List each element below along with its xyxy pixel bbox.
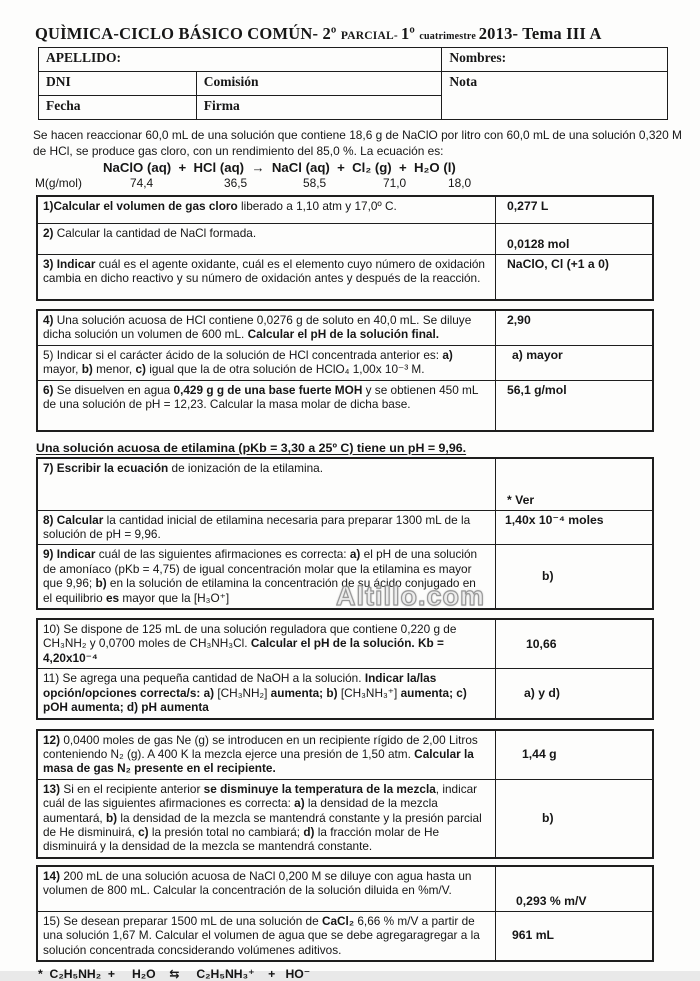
question-row-q2 — [38, 223, 652, 254]
questions-table-6 — [36, 865, 654, 962]
question-plain-text: la cantidad inicial de etilamina necesaria para preparar 1300 mL de la solución de pH = 9,96. — [43, 512, 471, 542]
question-text-q10 — [38, 620, 496, 668]
question-bold-text: 14) — [43, 868, 61, 883]
question-plain-text: la densidad de la mezcla aumentará, — [43, 796, 438, 825]
question-text-q15 — [38, 912, 496, 960]
question-plain-text: mayor que la [H₃O⁺] — [119, 590, 230, 605]
question-text-q3 — [38, 255, 496, 299]
question-bold-text: 7) Escribir la ecuación — [43, 460, 169, 475]
answer-value-q7: * Ver — [507, 492, 535, 507]
question-bold-text: 13) — [43, 781, 61, 796]
question-bold-text: Calcular el pH de la solución. Kb = 4,20x10⁻⁴ — [43, 636, 444, 665]
ionization-footnote: * C₂H₅NH₂ + H₂O ⇆ C₂H₅NH₃⁺ + HO⁻ — [38, 966, 311, 981]
question-text-q14 — [38, 867, 496, 911]
question-row-q14 — [38, 867, 652, 911]
question-text-q8 — [38, 511, 496, 545]
question-plain-text: la presión total no cambiará; — [148, 824, 304, 839]
question-bold-text: 8) Calcular — [43, 512, 104, 527]
question-plain-text: 0,0400 moles de gas Ne (g) se introducen en un recipiente rígido de 2,00 Litros conteniendo N₂ (g). A 400 K la mezcla ejerce una presión de 1,50 atm. — [43, 732, 478, 761]
question-row-q13 — [38, 779, 652, 857]
dni-field[interactable]: DNI — [39, 72, 197, 96]
answer-value-q9: b) — [542, 569, 554, 584]
answer-value-q2: 0,0128 mol — [507, 237, 570, 251]
answer-cell-q1 — [496, 197, 652, 223]
question-plain-text: de ionización de la etilamina. — [168, 460, 323, 475]
answer-value-q12: 1,44 g — [522, 747, 557, 762]
answer-cell-q9 — [496, 545, 652, 608]
question-bold-text: aumenta; c) pOH aumenta; d) pH aumenta — [43, 685, 467, 715]
answer-value-q3: NaClO, Cl (+1 a 0) — [507, 257, 609, 271]
question-bold-text: a) — [442, 347, 453, 362]
question-row-q1 — [38, 197, 652, 223]
questions-table-1 — [36, 195, 654, 301]
question-plain-text: la fracción molar de He disminuirá y la densidad de la mezcla se mantendrá constante. — [43, 824, 440, 854]
question-row-q6 — [38, 380, 652, 430]
question-row-q4 — [38, 311, 652, 345]
etilamina-section-heading: Una solución acuosa de etilamina (pKb = 3,30 a 25º C) tiene un pH = 9,96. — [36, 440, 467, 455]
answer-value-q6: 56,1 g/mol — [507, 382, 567, 397]
question-text-q7 — [38, 459, 496, 510]
question-row-q5 — [38, 345, 652, 380]
answer-value-q8: 1,40x 10⁻⁴ moles — [505, 512, 604, 527]
question-row-q8 — [38, 510, 652, 545]
question-plain-text: Se disuelven en agua — [53, 382, 174, 397]
answer-value-q15: 961 mL — [512, 928, 555, 943]
question-plain-text: 5) Indicar si el carácter ácido de la solución de HCl concentrada anterior es: — [43, 347, 443, 362]
page-title — [35, 24, 682, 44]
nota-field[interactable]: Nota — [442, 72, 668, 120]
fecha-field[interactable]: Fecha — [39, 96, 197, 120]
student-info-form — [38, 47, 668, 120]
answer-value-q11: a) y d) — [524, 685, 560, 700]
questions-table-5 — [36, 729, 654, 859]
answer-cell-q15 — [496, 912, 652, 960]
question-bold-text: b) — [95, 576, 107, 591]
question-bold-text: Indicar la/las opción/opciones correcta/s: a) — [43, 671, 437, 700]
questions-table-4 — [36, 618, 654, 719]
question-plain-text: la densidad de la mezcla se mantendrá constante y la presión parcial de He disminuirá, — [43, 810, 482, 839]
title-segment: PARCIAL- — [340, 30, 401, 42]
answer-cell-q6 — [496, 381, 652, 430]
question-bold-text: Calcular el pH de la solución final. — [247, 327, 440, 342]
question-text-q4 — [38, 311, 496, 345]
question-text-q12 — [38, 731, 496, 779]
answer-cell-q4 — [496, 311, 652, 345]
question-bold-text: 2) — [43, 226, 54, 240]
title-segment: 1º — [400, 24, 420, 43]
answer-value-q14: 0,293 % m/V — [516, 893, 587, 908]
question-text-q13 — [38, 780, 496, 857]
molar-mass-row — [33, 176, 682, 192]
answer-value-q10: 10,66 — [526, 636, 557, 651]
answer-value-q1: 0,277 L — [507, 199, 549, 213]
answer-cell-q11 — [496, 669, 652, 717]
question-text-q5 — [38, 346, 496, 380]
answer-cell-q8 — [496, 511, 652, 545]
question-bold-text: 1)Calcular el volumen de gas cloro — [43, 199, 238, 213]
question-row-q10 — [38, 620, 652, 668]
question-bold-text: 3) Indicar — [43, 257, 96, 271]
molar-mass-value: 58,5 — [303, 176, 327, 190]
questions-table-2 — [36, 309, 654, 432]
molar-mass-value: 18,0 — [448, 176, 472, 190]
question-plain-text: Si en el recipiente anterior — [60, 781, 204, 796]
question-bold-text: d) — [303, 824, 315, 839]
question-plain-text: Una solución acuosa de HCl contiene 0,0276 g de soluto en 40,0 mL. Se diluye dicha solución un volumen de 600 mL. — [43, 313, 472, 342]
chemical-equation: NaClO (aq) + HCl (aq) → NaCl (aq) + Cl₂ (g) + H₂O (l) — [103, 160, 456, 175]
answer-cell-q3 — [496, 255, 652, 299]
question-bold-text: 9) Indicar — [43, 547, 96, 562]
question-row-q12 — [38, 731, 652, 779]
molar-mass-label: M(g/mol) — [35, 176, 82, 190]
question-text-q6 — [38, 381, 496, 430]
question-plain-text: 200 mL de una solución acuosa de NaCl 0,200 M se diluye con agua hasta un volumen de 800 mL. Calcular la concentración de la solución diluida en %m/V. — [43, 868, 472, 898]
title-segment: 2013- Tema III A — [478, 24, 602, 43]
question-row-q15 — [38, 911, 652, 960]
question-plain-text: en la solución de etilamina la concentración de su ácido conjugado en el equilibrio — [43, 576, 476, 605]
question-plain-text: [CH₃NH₂] — [217, 685, 271, 700]
question-bold-text: c) — [135, 362, 146, 377]
question-plain-text: mayor, — [43, 362, 82, 377]
question-plain-text: igual que la de otra solución de HClO₄ 1,00x 10⁻³ M. — [145, 362, 425, 377]
question-bold-text: 4) — [43, 313, 54, 327]
question-bold-text: b) — [81, 362, 93, 377]
question-plain-text: 11) Se agrega una pequeña cantidad de NaOH a la solución. — [43, 671, 365, 686]
answer-cell-q2 — [496, 224, 652, 254]
question-plain-text: cuál es el agente oxidante, cuál es el elemento cuyo número de oxidación cambia en dicho reactivo y su número de oxidación antes y después de la reacción. — [43, 257, 485, 286]
molar-mass-value: 74,4 — [130, 176, 154, 190]
answer-cell-q7 — [496, 459, 652, 510]
molar-mass-value: 36,5 — [224, 176, 248, 190]
answer-cell-q14 — [496, 867, 652, 911]
question-plain-text: liberado a 1,10 atm y 17,0º C. — [237, 199, 397, 213]
title-segment: QUÌMICA-CICLO BÁSICO COMÚN- 2º — [35, 24, 341, 43]
question-row-q11 — [38, 668, 652, 717]
question-row-q3 — [38, 254, 652, 299]
questions-table-3 — [36, 457, 654, 610]
comision-field[interactable]: Comisión — [196, 72, 442, 96]
firma-field[interactable]: Firma — [196, 96, 442, 120]
molar-mass-value: 71,0 — [383, 176, 407, 190]
question-plain-text: cuál de las siguientes afirmaciones es correcta: — [95, 547, 350, 562]
question-bold-text: 6) — [43, 382, 54, 397]
question-bold-text: se disminuye la temperatura de la mezcla — [203, 781, 436, 796]
question-plain-text: 10) Se dispone de 125 mL de una solución reguladora que contiene 0,220 g de CH₃NH₂ y 0,0700 moles de CH₃NH₃Cl. — [43, 622, 457, 651]
title-segment: cuatrimestre — [419, 31, 479, 42]
problem-statement: Se hacen reaccionar 60,0 mL de una solución que contiene 18,6 g de NaClO por litro con 60,0 mL de una solución 0,320 M de HCl, se produce gas cloro, con un rendimiento del 85,0 %. La ecuación es: — [33, 128, 682, 158]
answer-cell-q13 — [496, 780, 652, 857]
question-bold-text: 12) — [43, 732, 61, 747]
question-plain-text: 15) Se desean preparar 1500 mL de una solución de — [43, 913, 322, 928]
question-plain-text: 6,66 % m/V a partir de una solución 1,67 M. Calcular el volumen de agua que se debe agregaragregar a la solución concentrada concsiderando volúmenes aditivos. — [43, 913, 480, 957]
question-row-q7 — [38, 459, 652, 510]
question-text-q11 — [38, 669, 496, 717]
question-bold-text: Calcular la masa de gas N₂ presente en el recipiente. — [43, 746, 474, 776]
nombres-field[interactable]: Nombres: — [442, 48, 668, 72]
answer-cell-q12 — [496, 731, 652, 779]
question-bold-text: c) — [138, 824, 149, 839]
question-plain-text: menor, — [92, 362, 136, 377]
question-text-q1 — [38, 197, 496, 223]
question-text-q2 — [38, 224, 496, 254]
question-plain-text: el pH de una solución de amoníaco (pKb = 4,75) de igual concentración molar que la etilamina es mayor que 9,96; — [43, 547, 478, 591]
answer-value-q4: 2,90 — [507, 313, 531, 327]
question-bold-text: 0,429 g g de una base fuerte MOH — [173, 382, 363, 397]
question-bold-text: es — [105, 590, 120, 605]
answer-cell-q5 — [496, 346, 652, 380]
question-row-q9 — [38, 544, 652, 608]
answer-value-q5: a) mayor — [512, 347, 563, 362]
apellido-field[interactable]: APELLIDO: — [39, 48, 442, 72]
question-plain-text: , indicar cuál de las siguientes afirmaciones es correcta: — [43, 781, 478, 811]
question-bold-text: b) — [105, 810, 118, 825]
question-bold-text: a) — [294, 796, 305, 811]
altillo-watermark: Altillo.com — [336, 581, 486, 611]
answer-cell-q10 — [496, 620, 652, 668]
question-text-q9 — [38, 545, 496, 608]
question-plain-text: Calcular la cantidad de NaCl formada. — [53, 226, 257, 240]
question-plain-text: [CH₃NH₃⁺] — [340, 685, 401, 700]
question-bold-text: aumenta; b) — [270, 685, 341, 700]
question-bold-text: a) — [349, 547, 361, 562]
question-bold-text: CaCl₂ — [321, 913, 355, 928]
question-plain-text: y se obtienen 450 mL de una solución de pH = 12,23. Calcular la masa molar de dicha base. — [43, 382, 478, 412]
answer-value-q13: b) — [542, 810, 554, 825]
